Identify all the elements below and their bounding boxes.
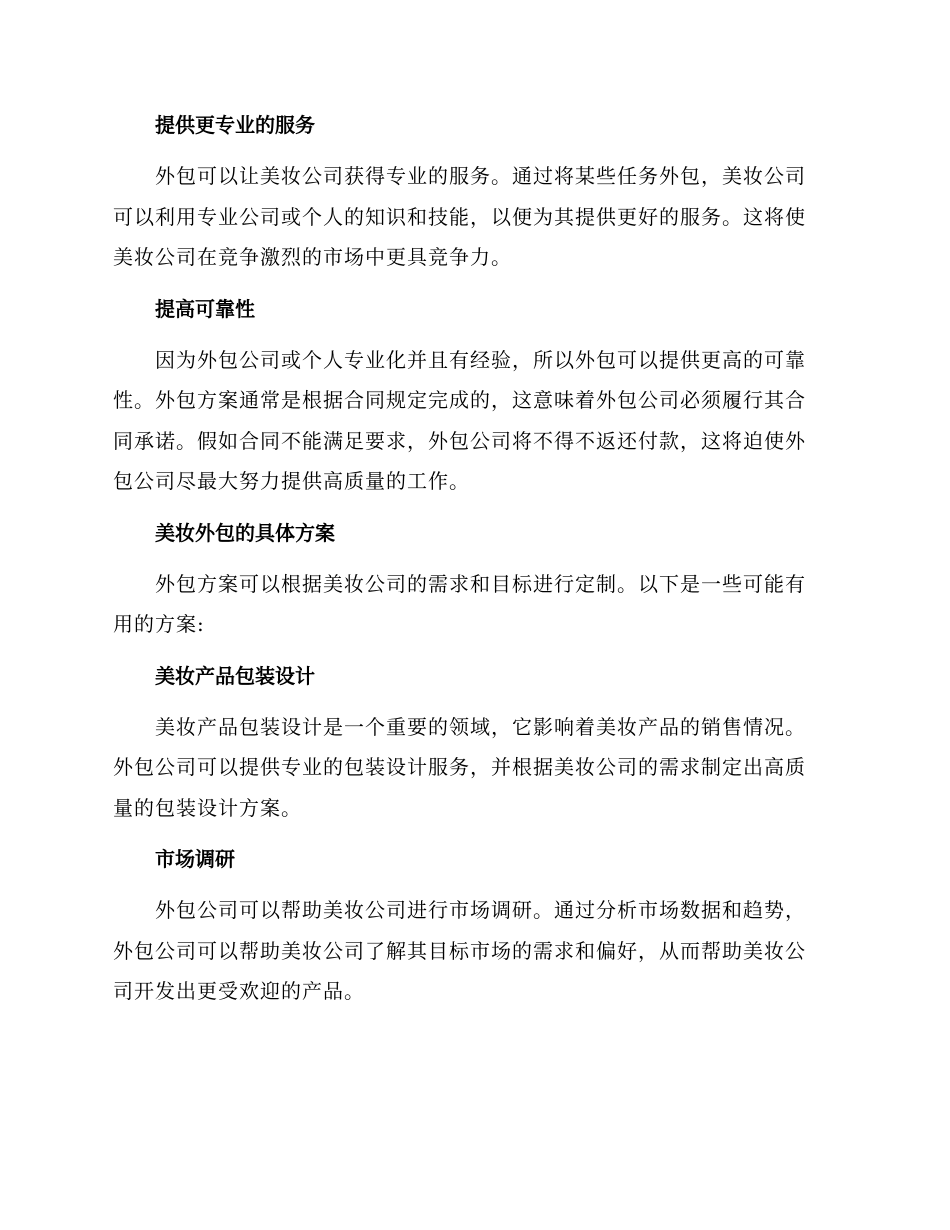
section-packaging-design <box>113 655 837 829</box>
section-paragraph <box>113 340 837 502</box>
paragraph-line: 司开发出更受欢迎的产品。 <box>113 979 365 1003</box>
section-specific-plans <box>113 512 837 645</box>
paragraph-line: 美妆产品包装设计是一个重要的领域，它影响着美妆产品的销售情况。 <box>155 714 806 739</box>
paragraph-line: 性。外包方案通常是根据合同规定完成的，这意味着外包公司必须履行其合 <box>113 388 806 412</box>
section-heading: 美妆产品包装设计 <box>155 663 315 688</box>
section-professional-service <box>113 104 837 278</box>
paragraph-line: 美妆公司在竞争激烈的市场中更具竞争力。 <box>113 245 512 269</box>
paragraph-line: 因为外包公司或个人专业化并且有经验，所以外包可以提供更高的可靠 <box>155 347 806 372</box>
paragraph-line: 外包公司可以帮助美妆公司进行市场调研。通过分析市场数据和趋势， <box>155 898 806 922</box>
paragraph-line: 量的包装设计方案。 <box>113 795 302 820</box>
section-paragraph <box>113 890 837 1012</box>
paragraph-line: 外包方案可以根据美妆公司的需求和目标进行定制。以下是一些可能有 <box>155 571 806 596</box>
paragraph-line: 包公司尽最大努力提供高质量的工作。 <box>113 469 470 493</box>
section-reliability <box>113 288 837 502</box>
section-paragraph <box>113 156 837 278</box>
section-heading: 美妆外包的具体方案 <box>155 520 335 545</box>
paragraph-line: 外包公司可以帮助美妆公司了解其目标市场的需求和偏好，从而帮助美妆公 <box>113 938 806 963</box>
section-heading: 提供更专业的服务 <box>155 113 315 137</box>
paragraph-line: 用的方案: <box>113 612 205 636</box>
section-heading: 市场调研 <box>155 847 235 871</box>
section-paragraph <box>113 564 837 645</box>
paragraph-line: 外包公司可以提供专业的包装设计服务，并根据美妆公司的需求制定出高质 <box>113 755 806 779</box>
document-page <box>113 104 837 1022</box>
paragraph-line: 可以利用专业公司或个人的知识和技能，以便为其提供更好的服务。这将使 <box>113 204 806 229</box>
paragraph-line: 同承诺。假如合同不能满足要求，外包公司将不得不返还付款，这将迫使外 <box>113 428 806 453</box>
paragraph-line: 外包可以让美妆公司获得专业的服务。通过将某些任务外包，美妆公司 <box>155 164 806 188</box>
section-market-research <box>113 838 837 1012</box>
section-paragraph <box>113 707 837 829</box>
section-heading: 提高可靠性 <box>155 296 255 321</box>
